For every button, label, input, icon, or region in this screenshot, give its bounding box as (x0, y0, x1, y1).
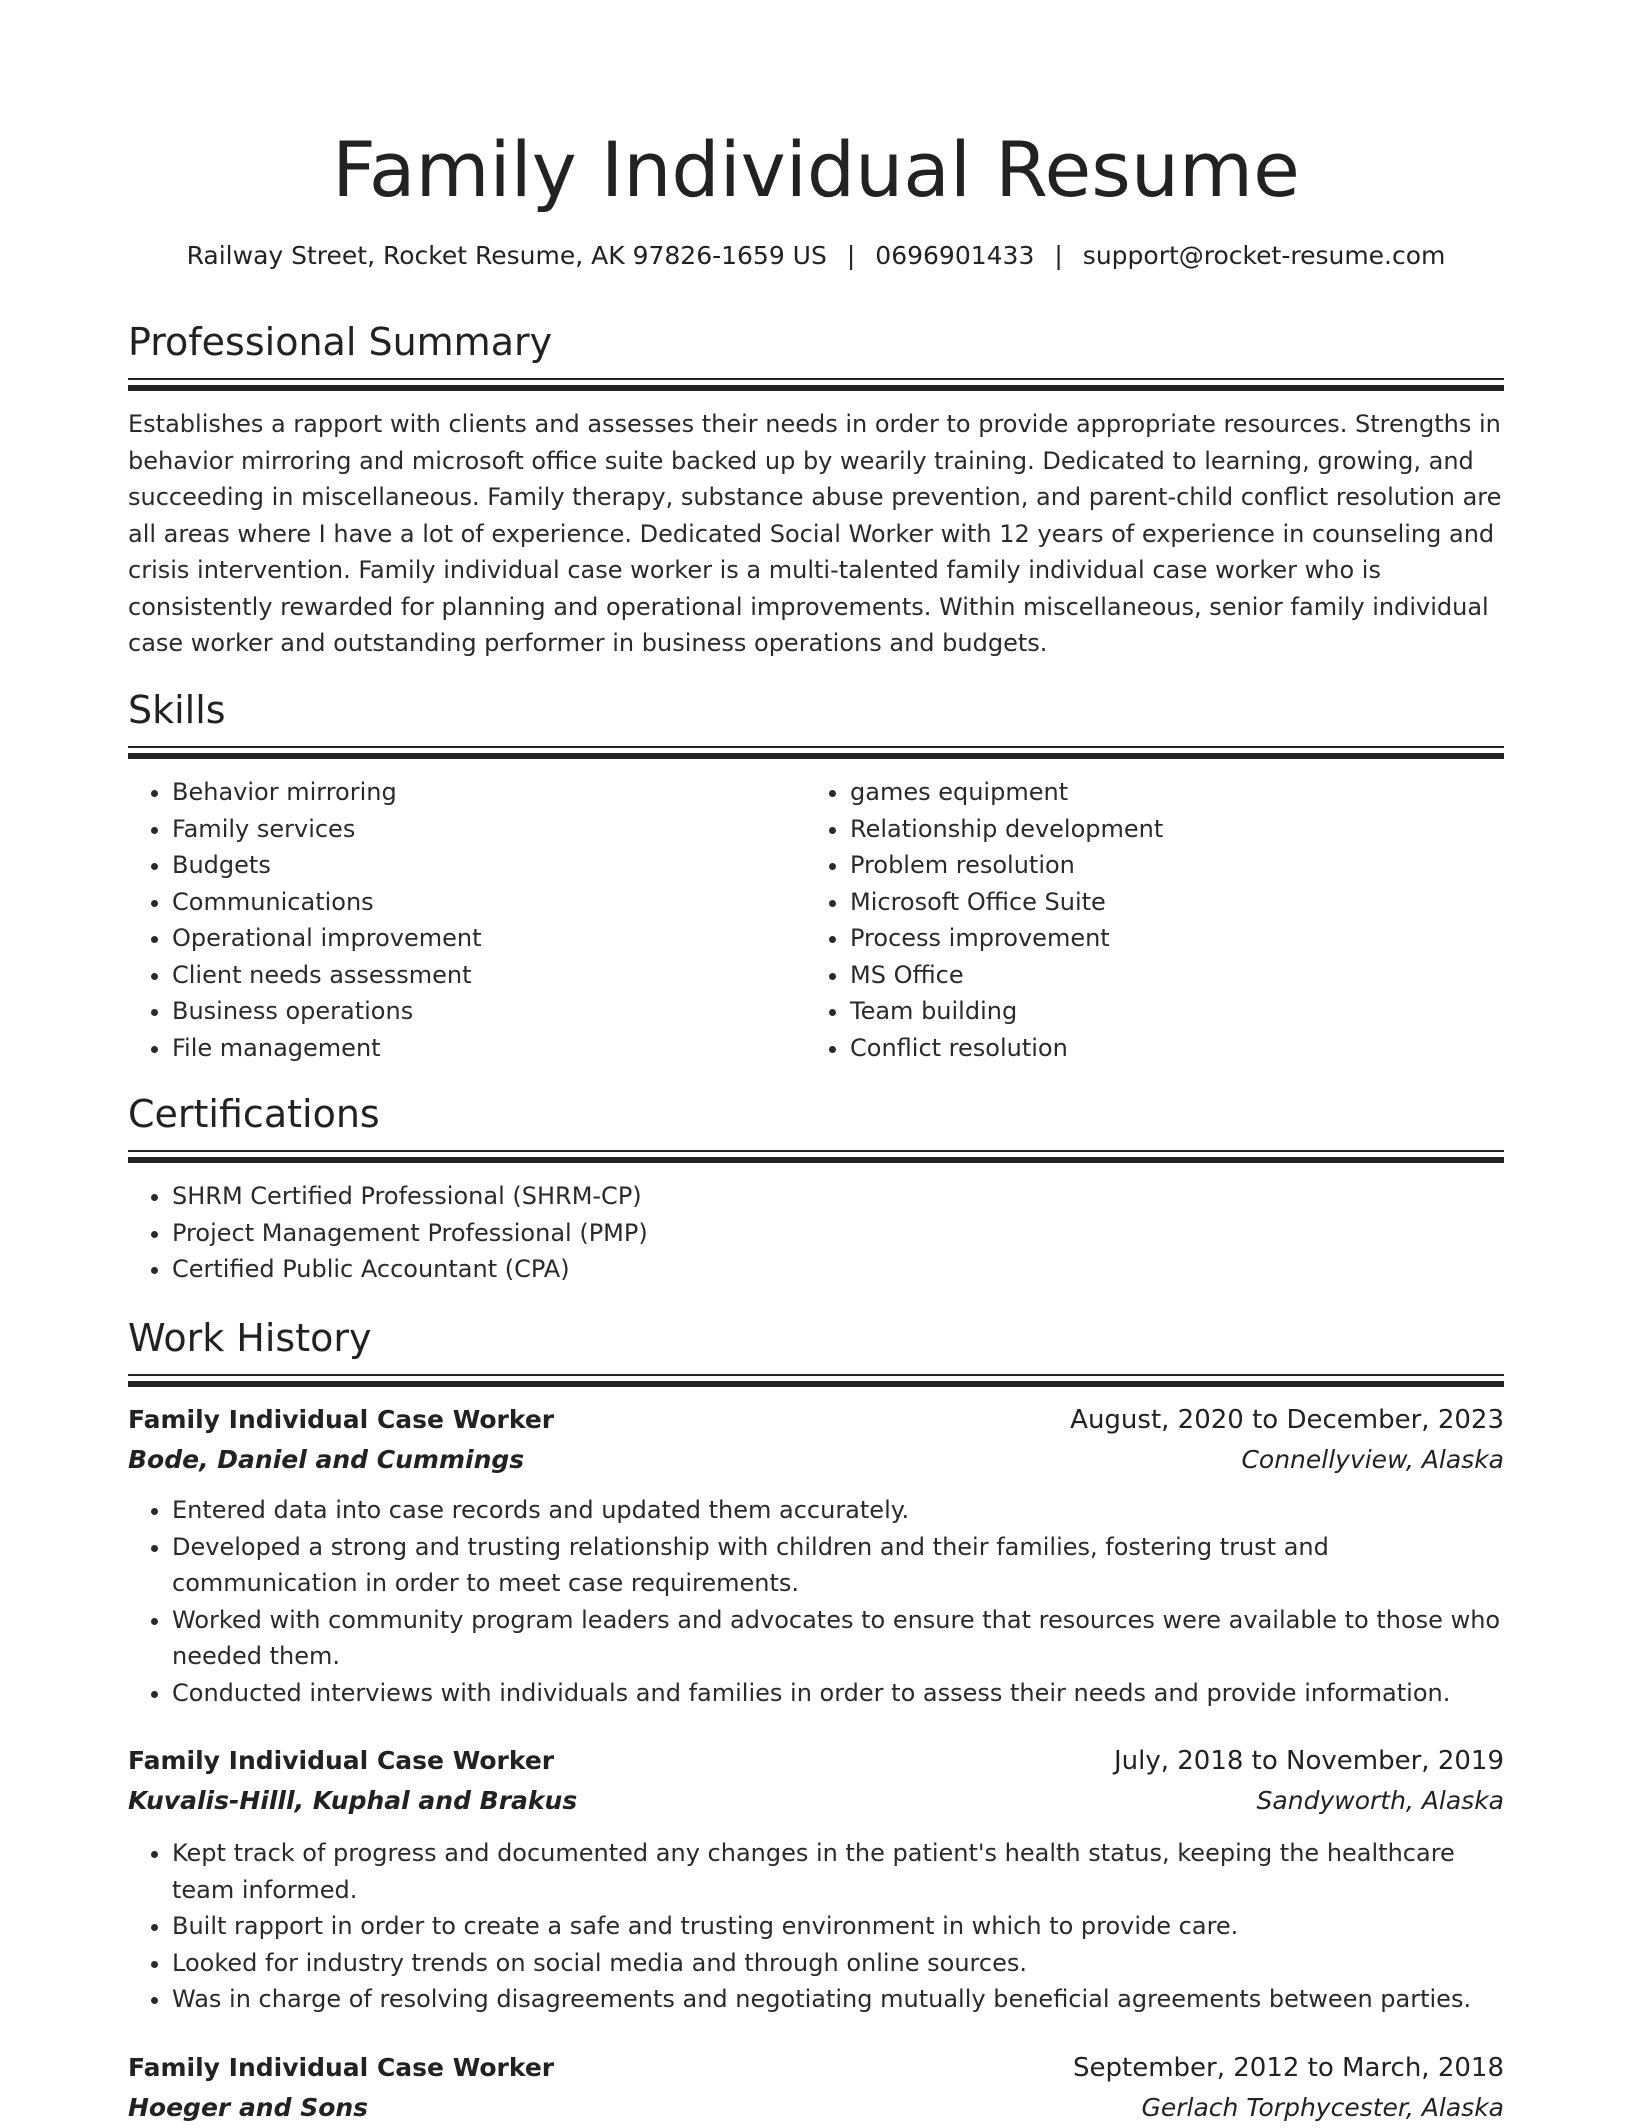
skill-item: • Behavior mirroring (172, 774, 788, 811)
divider-thin-line (128, 1374, 1504, 1376)
divider-thick-line (128, 385, 1504, 391)
summary-text: Establishes a rapport with clients and assesses their needs in order to provide appropriate resources. Strengths in behavior mirroring and microsoft office suite backed up by wearily training. Dedicated to learning, growing, and succeeding in miscellaneous. Family therapy, substance abuse prevention, and parent-child conflict resolution are all areas where I have a lot of experience. Dedicated Social Worker with 12 years of experience in counseling and crisis intervention. Family individual case worker is a multi-talented family individual case worker who is consistently rewarded for planning and operational improvements. Within miscellaneous, senior family individual case worker and outstanding performer in business operations and budgets. (128, 410, 1502, 657)
job-subheader (128, 1440, 1504, 1480)
job-duty: • Entered data into case records and updated them accurately. (172, 1492, 1504, 1529)
skills-section (128, 684, 1504, 1074)
job-entry (128, 1400, 1504, 1711)
skill-item: • Budgets (172, 847, 788, 884)
work-history-section (128, 1312, 1504, 2128)
skill-item: • Team building (850, 993, 1466, 1030)
summary-section (128, 316, 1504, 662)
job-title: Family Individual Case Worker (128, 1405, 555, 1434)
job-dates: August, 2020 to December, 2023 (1070, 1405, 1504, 1435)
certifications-heading: Certifications (128, 1092, 380, 1136)
job-company: Kuvalis-Hilll, Kuphal and Brakus (128, 1786, 578, 1815)
job-duty: • Conducted interviews with individuals and families in order to assess their needs and provide information. (172, 1675, 1504, 1712)
divider-thick-line (128, 1381, 1504, 1387)
contact-separator: | (846, 241, 856, 270)
job-title: Family Individual Case Worker (128, 2052, 555, 2082)
job-duty: • Was in charge of resolving disagreements and negotiating mutually beneficial agreements between parties. (172, 1981, 1504, 2018)
job-header (128, 1741, 1504, 1781)
job-company: Hoeger and Sons (128, 2092, 369, 2122)
skill-item: • Problem resolution (850, 847, 1466, 884)
skill-item: • Communications (172, 884, 788, 921)
contact-separator: | (1054, 241, 1063, 270)
skill-item: • MS Office (850, 957, 1466, 994)
job-subheader (128, 1781, 1504, 1821)
skills-left-column (128, 774, 788, 1066)
job-duty: • Built rapport in order to create a safe and trusting environment in which to provide care. (172, 1908, 1504, 1945)
skill-item: • File management (172, 1030, 788, 1067)
skills-right-list (806, 774, 1466, 1066)
job-duties-list (128, 1835, 1504, 2018)
contact-address: Railway Street, Rocket Resume, AK 97826-1659 US (186, 241, 827, 270)
job-dates: July, 2018 to November, 2019 (1113, 1746, 1504, 1776)
job-dates: September, 2012 to March, 2018 (1073, 2052, 1504, 2083)
skill-item: • Process improvement (850, 920, 1466, 957)
job-entry (128, 1741, 1504, 2018)
job-title: Family Individual Case Worker (128, 1746, 555, 1775)
certification-item: • Project Management Professional (PMP) (172, 1215, 1504, 1252)
section-divider (128, 1150, 1504, 1164)
certifications-section (128, 1088, 1504, 1288)
job-entry (128, 2048, 1504, 2128)
skill-item: • Family services (172, 811, 788, 848)
summary-heading: Professional Summary (128, 320, 553, 364)
skill-item: • Relationship development (850, 811, 1466, 848)
job-header (128, 2048, 1504, 2088)
job-location: Gerlach Torphycester, Alaska (1141, 2092, 1504, 2122)
divider-thick-line (128, 1157, 1504, 1163)
skills-right-column (806, 774, 1466, 1066)
skill-item: • Business operations (172, 993, 788, 1030)
skill-item: • games equipment (850, 774, 1466, 811)
skills-columns (128, 774, 1504, 1074)
job-header (128, 1400, 1504, 1440)
resume-name: Family Individual Resume (332, 125, 1300, 214)
skills-left-list (128, 774, 788, 1066)
job-subheader (128, 2088, 1504, 2128)
skill-item: • Operational improvement (172, 920, 788, 957)
contact-line (128, 236, 1504, 276)
divider-thin-line (128, 1150, 1504, 1152)
divider-thin-line (128, 378, 1504, 380)
skill-item: • Conflict resolution (850, 1030, 1466, 1067)
work-history-heading: Work History (128, 1316, 372, 1360)
job-duty: • Kept track of progress and documented any changes in the patient's health status, keeping the healthcare team informed. (172, 1835, 1504, 1908)
job-company: Bode, Daniel and Cummings (128, 1445, 525, 1474)
skill-item: • Client needs assessment (172, 957, 788, 994)
certifications-list (128, 1178, 1504, 1288)
contact-phone: 0696901433 (875, 241, 1035, 270)
certification-item: • SHRM Certified Professional (SHRM-CP) (172, 1178, 1504, 1215)
section-divider (128, 746, 1504, 760)
divider-thin-line (128, 746, 1504, 748)
certification-item: • Certified Public Accountant (CPA) (172, 1251, 1504, 1288)
job-location: Connellyview, Alaska (1241, 1445, 1504, 1474)
divider-thick-line (128, 753, 1504, 759)
skill-item: • Microsoft Office Suite (850, 884, 1466, 921)
job-duty: • Worked with community program leaders and advocates to ensure that resources were available to those who needed them. (172, 1602, 1504, 1675)
job-duty: • Looked for industry trends on social media and through online sources. (172, 1945, 1504, 1982)
job-location: Sandyworth, Alaska (1256, 1786, 1504, 1815)
skills-heading: Skills (128, 688, 226, 732)
section-divider (128, 378, 1504, 392)
contact-email: support@rocket-resume.com (1082, 241, 1446, 270)
section-divider (128, 1374, 1504, 1388)
job-duties-list (128, 1492, 1504, 1711)
job-duty: • Developed a strong and trusting relationship with children and their families, fostering trust and communication in order to meet case requirements. (172, 1529, 1504, 1602)
